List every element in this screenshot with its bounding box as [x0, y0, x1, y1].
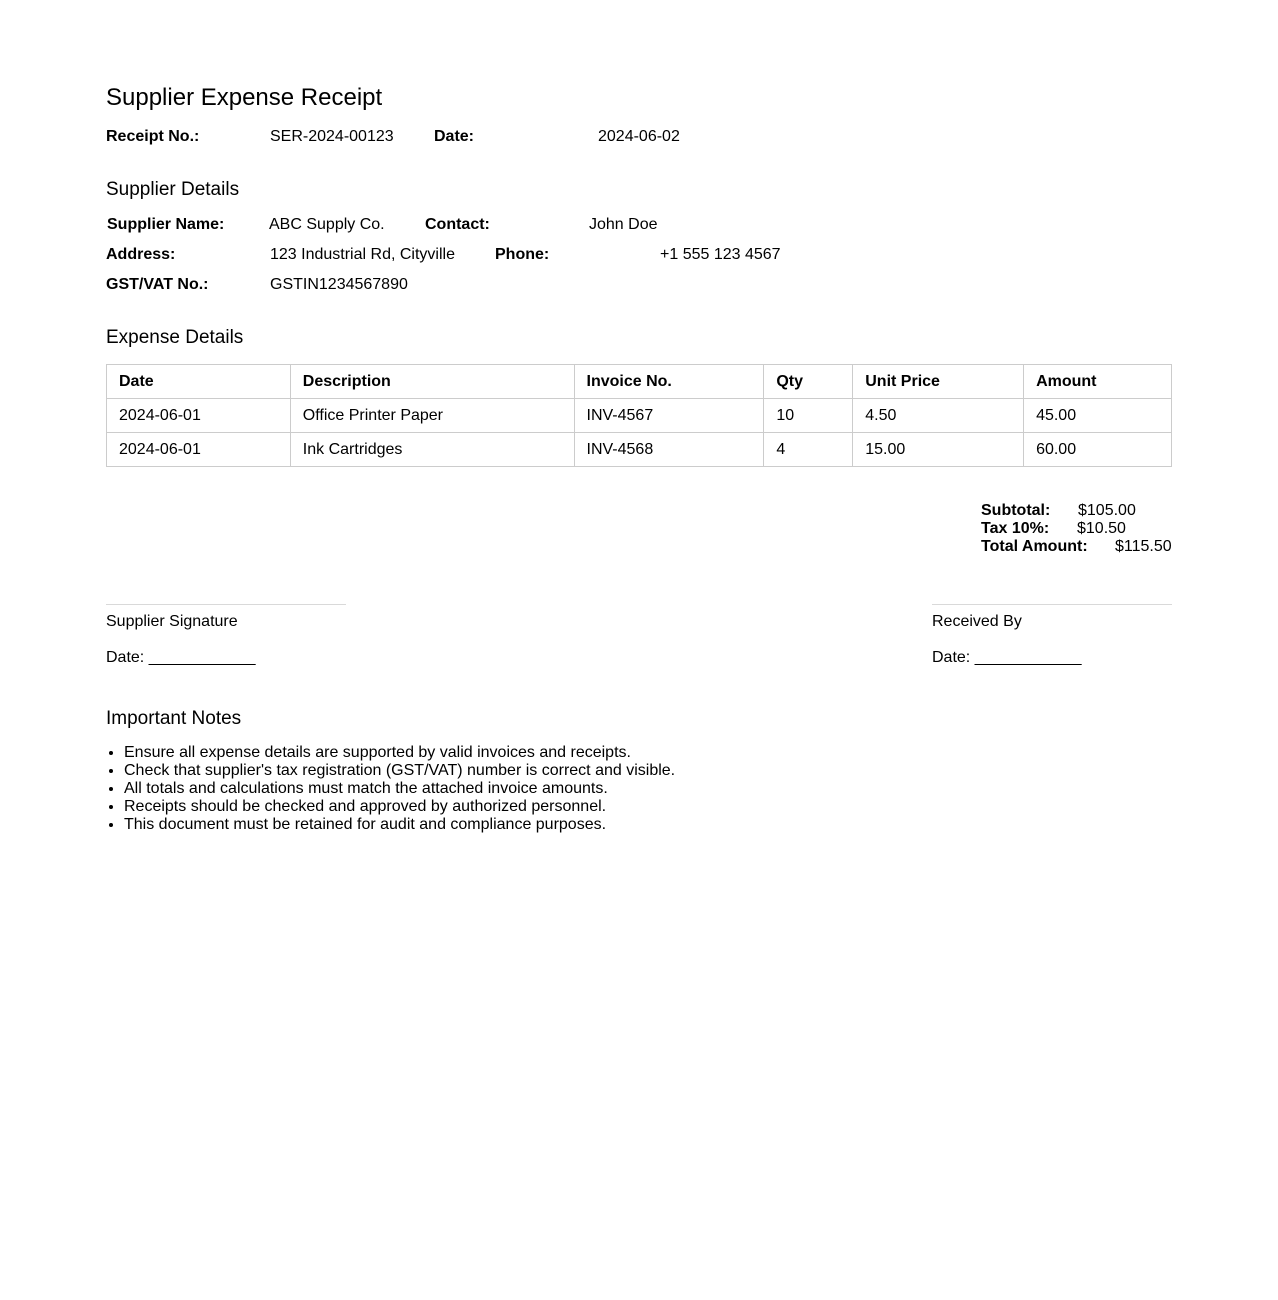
supplier-name-value: ABC Supply Co. — [269, 216, 385, 233]
table-row — [107, 433, 1172, 467]
table-row — [107, 399, 1172, 433]
phone-label: Phone: — [495, 246, 550, 263]
received-by-label: Received By — [932, 613, 1022, 630]
supplier-signature-line — [106, 604, 346, 605]
page-title: Supplier Expense Receipt — [106, 84, 383, 111]
cell-amount: 45.00 — [1024, 399, 1172, 433]
list-item: • Ensure all expense details are supported by valid invoices and receipts. — [124, 744, 675, 762]
total-amount-value: $115.50 — [1115, 538, 1172, 555]
column-header-description: Description — [290, 365, 574, 399]
table-header-row — [107, 365, 1172, 399]
cell-date: 2024-06-01 — [107, 399, 291, 433]
date-label: Date: — [434, 128, 475, 145]
cell-invoice-no: INV-4568 — [574, 433, 764, 467]
cell-amount: 60.00 — [1024, 433, 1172, 467]
cell-unit-price: 15.00 — [853, 433, 1024, 467]
phone-value: +1 555 123 4567 — [660, 246, 781, 263]
receipt-no-value: SER-2024-00123 — [270, 128, 394, 145]
received-by-line — [932, 604, 1172, 605]
address-label: Address: — [106, 246, 176, 263]
list-item: • Check that supplier's tax registration (GST/VAT) number is correct and visible. — [124, 762, 675, 780]
received-by-date: Date: ____________ — [932, 649, 1082, 666]
supplier-name-label: Supplier Name: — [107, 216, 225, 233]
tax-label: Tax 10%: — [981, 520, 1050, 537]
column-header-date: Date — [107, 365, 291, 399]
contact-value: John Doe — [589, 216, 658, 233]
contact-label: Contact: — [425, 216, 490, 233]
cell-qty: 10 — [764, 399, 853, 433]
important-notes-heading: Important Notes — [106, 708, 242, 729]
expense-details-heading: Expense Details — [106, 327, 244, 348]
column-header-invoice-no: Invoice No. — [574, 365, 764, 399]
subtotal-label: Subtotal: — [981, 502, 1051, 519]
cell-description: Ink Cartridges — [290, 433, 574, 467]
cell-invoice-no: INV-4567 — [574, 399, 764, 433]
column-header-qty: Qty — [764, 365, 853, 399]
supplier-details-heading: Supplier Details — [106, 179, 240, 200]
notes-list — [106, 744, 675, 834]
gst-value: GSTIN1234567890 — [270, 276, 408, 293]
list-item: • All totals and calculations must match the attached invoice amounts. — [124, 780, 675, 798]
subtotal-value: $105.00 — [1078, 502, 1136, 519]
column-header-unit-price: Unit Price — [853, 365, 1024, 399]
column-header-amount: Amount — [1024, 365, 1172, 399]
list-item: • This document must be retained for audit and compliance purposes. — [124, 816, 675, 834]
list-item: • Receipts should be checked and approved by authorized personnel. — [124, 798, 675, 816]
receipt-no-label: Receipt No.: — [106, 128, 200, 145]
address-value: 123 Industrial Rd, Cityville — [270, 246, 455, 263]
gst-label: GST/VAT No.: — [106, 276, 209, 293]
cell-description: Office Printer Paper — [290, 399, 574, 433]
supplier-signature-label: Supplier Signature — [106, 613, 238, 630]
tax-value: $10.50 — [1077, 520, 1126, 537]
total-amount-label: Total Amount: — [981, 538, 1088, 555]
cell-qty: 4 — [764, 433, 853, 467]
date-value: 2024-06-02 — [598, 128, 680, 145]
cell-unit-price: 4.50 — [853, 399, 1024, 433]
expense-table — [106, 364, 1172, 467]
supplier-signature-date: Date: ____________ — [106, 649, 256, 666]
cell-date: 2024-06-01 — [107, 433, 291, 467]
